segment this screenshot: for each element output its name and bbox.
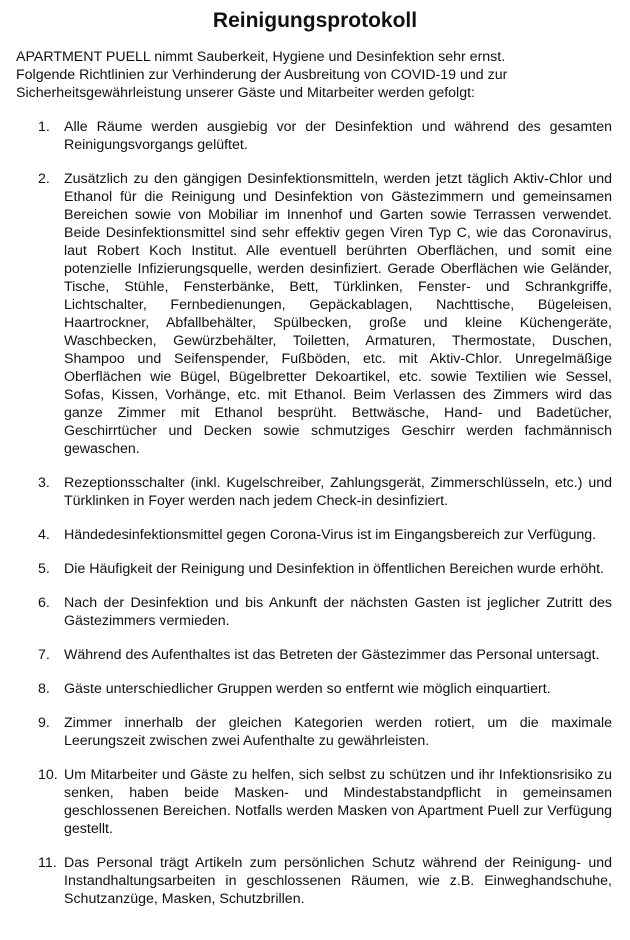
list-item-number: 9. bbox=[38, 715, 50, 731]
list-item-text: Zimmer innerhalb der gleichen Kategorien werden rotiert, um die maximale Leerungszeit zwischen zwei Aufenthalte zu gewährleisten. bbox=[64, 715, 612, 749]
list-item bbox=[16, 474, 614, 510]
list-item-text: Rezeptionsschalter (inkl. Kugelschreiber, Zahlungsgerät, Zimmerschlüsseln, etc.) und Türklinken in Foyer werden nach jedem Check-in desinfiziert. bbox=[64, 475, 612, 509]
list-item-text: Alle Räume werden ausgiebig vor der Desinfektion und während des gesamten Reinigungsvorgangs gelüftet. bbox=[64, 119, 612, 153]
list-item-number: 4. bbox=[38, 527, 50, 543]
list-item bbox=[16, 594, 614, 630]
list-item bbox=[16, 526, 614, 544]
list-item bbox=[16, 646, 614, 664]
list-item-number: 6. bbox=[38, 595, 50, 611]
intro-line-2: Folgende Richtlinien zur Verhinderung der Ausbreitung von COVID-19 und zur Sicherheitsgewährleistung unserer Gäste und Mitarbeiter werden gefolgt: bbox=[16, 67, 508, 101]
list-item-text: Während des Aufenthaltes ist das Betreten der Gästezimmer das Personal untersagt. bbox=[64, 647, 600, 663]
list-item-text: Die Häufigkeit der Reinigung und Desinfektion in öffentlichen Bereichen wurde erhöht. bbox=[64, 561, 604, 577]
list-item-number: 7. bbox=[38, 647, 50, 663]
list-item bbox=[16, 714, 614, 750]
list-item-number: 10. bbox=[38, 767, 58, 783]
list-item bbox=[16, 766, 614, 838]
list-item-text: Um Mitarbeiter und Gäste zu helfen, sich selbst zu schützen und ihr Infektionsrisiko zu senken, haben beide Masken- und Mindestabstandpflicht in gemeinsamen geschlossenen Bereichen. Notfalls werden Masken von Apartment Puell zur Verfügung gestellt. bbox=[64, 767, 612, 837]
list-item-text: Das Personal trägt Artikeln zum persönlichen Schutz während der Reinigung- und Instandhaltungsarbeiten in geschlossenen Räumen, wie z.B. Einweghandschuhe, Schutzanzüge, Masken, Schutzbrillen. bbox=[64, 855, 612, 907]
list-item-number: 5. bbox=[38, 561, 50, 577]
list-item bbox=[16, 680, 614, 698]
document-title: Reinigungsprotokoll bbox=[212, 9, 418, 32]
list-item-number: 3. bbox=[38, 475, 50, 491]
list-item bbox=[16, 170, 614, 458]
intro-line-1: APARTMENT PUELL nimmt Sauberkeit, Hygiene und Desinfektion sehr ernst. bbox=[16, 49, 506, 65]
list-item-text: Zusätzlich zu den gängigen Desinfektionsmitteln, werden jetzt täglich Aktiv-Chlor und Ethanol für die Reinigung und Desinfektion von Gästezimmern und gemeinsamen Bereichen sowie von Mobiliar im Innenhof und Garten sowie Terrassen verwendet. Beide Desinfektionsmittel sind sehr effektiv gegen Viren Typ C, wie das Coronavirus, laut Robert Koch Institut. Alle eventuell berührten Oberflächen, und somit eine potenzielle Infizierungsquelle, werden desinfiziert. Gerade Oberflächen wie Geländer, Tische, Stühle, Fensterbänke, Bett, Türklinken, Fenster- und Schrankgriffe, Lichtschalter, Fernbedienungen, Gepäckablagen, Nachttische, Bügeleisen, Haartrockner, Abfallbehälter, Spülbecken, große und kleine Küchengeräte, Waschbecken, Gewürzbehälter, Toiletten, Armaturen, Thermostate, Duschen, Shampoo und Seifenspender, Fußböden, etc. mit Aktiv-Chlor. Unregelmäßige Oberflächen wie Bügel, Bügelbretter Dekoartikel, etc. sowie Textilien wie Sessel, Sofas, Kissen, Vorhänge, etc. mit Ethanol. Beim Verlassen des Zimmers wird das ganze Zimmer mit Ethanol besprüht. Bettwäsche, Hand- und Badetücher, Geschirrtücher und Decken sowie schmutziges Geschirr werden fachmännisch gewaschen. bbox=[64, 171, 612, 457]
intro-paragraph bbox=[16, 48, 614, 102]
list-item bbox=[16, 118, 614, 154]
list-item-number: 8. bbox=[38, 681, 50, 697]
list-item bbox=[16, 854, 614, 908]
list-item bbox=[16, 560, 614, 578]
rules-list bbox=[16, 118, 614, 908]
list-item-text: Gäste unterschiedlicher Gruppen werden so entfernt wie möglich einquartiert. bbox=[64, 681, 551, 697]
list-item-text: Nach der Desinfektion und bis Ankunft der nächsten Gasten ist jeglicher Zutritt des Gästezimmers vermieden. bbox=[64, 595, 612, 629]
list-item-number: 1. bbox=[38, 119, 50, 135]
list-item-number: 11. bbox=[38, 855, 57, 871]
list-item-number: 2. bbox=[38, 171, 50, 187]
list-item-text: Händedesinfektionsmittel gegen Corona-Virus ist im Eingangsbereich zur Verfügung. bbox=[64, 527, 597, 543]
